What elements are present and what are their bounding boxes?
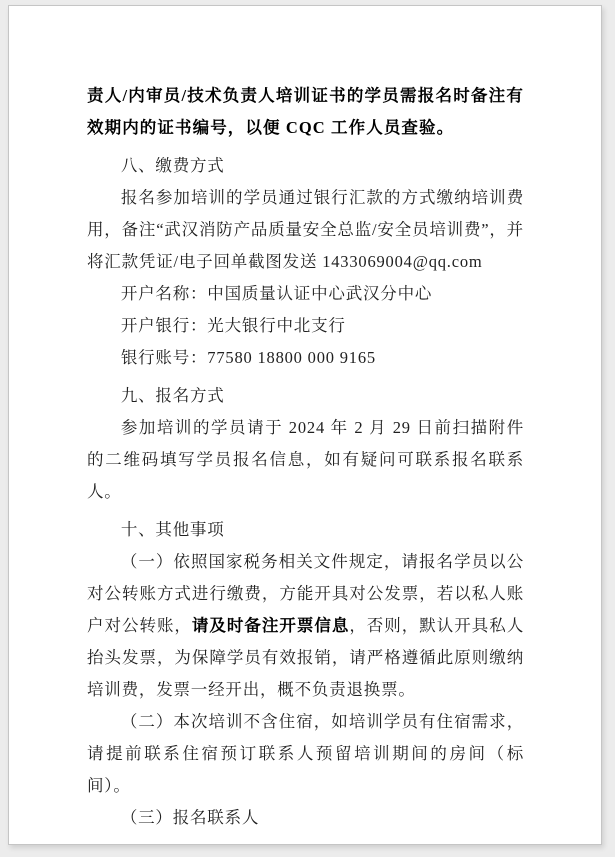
para-certificate-note xyxy=(87,80,524,144)
text-run: 十、其他事项 xyxy=(120,520,225,539)
document-page xyxy=(8,5,602,845)
text-run: ，否则，默认开具私人抬头发票，为保障学员有效报销，请严格遵循此原则缴纳培训费，发票一经开出，概不负责退换票。 xyxy=(87,616,524,699)
bold-emphasis-text: 请及时备注开票信息 xyxy=(191,616,350,635)
text-run: 开户名称：中国质量认证中心武汉分中心 xyxy=(120,284,433,303)
text-run: 责人/内审员/技术负责人培训证书的学员需报名时备注有效期内的证书编号，以便 CQC 工作人员查验。 xyxy=(87,86,524,137)
text-run: 报名参加培训的学员通过银行汇款的方式缴纳培训费用，备注“武汉消防产品质量安全总监/安全员培训费”，并将汇款凭证/电子回单截图发送 1433069004@qq.com xyxy=(87,188,524,271)
para-registration-contact xyxy=(87,802,524,834)
text-run: （一）依照国家税务相关文件规定，请报名学员以公对公转账方式进行缴费，方能开具对公发票，若以私人账户对公转账， xyxy=(87,552,524,635)
para-accommodation-note xyxy=(87,706,524,802)
text-run: （三）报名联系人 xyxy=(120,808,260,827)
heading-section-10-other xyxy=(87,514,524,546)
line-account-name xyxy=(87,278,524,310)
text-run: 银行账号：77580 18800 000 9165 xyxy=(120,348,376,367)
line-account-number xyxy=(87,342,524,374)
line-bank-name xyxy=(87,310,524,342)
text-run: 九、报名方式 xyxy=(120,386,225,405)
heading-section-9-registration xyxy=(87,380,524,412)
text-run: 参加培训的学员请于 2024 年 2 月 29 日前扫描附件的二维码填写学员报名信息，如有疑问可联系报名联系人。 xyxy=(87,418,524,501)
text-run: （二）本次培训不含住宿，如培训学员有住宿需求，请提前联系住宿预订联系人预留培训期间的房间（标间）。 xyxy=(87,712,524,795)
heading-section-8-payment xyxy=(87,150,524,182)
text-run: 八、缴费方式 xyxy=(120,156,225,175)
para-payment-instructions xyxy=(87,182,524,278)
text-run: 开户银行：光大银行中北支行 xyxy=(120,316,346,335)
para-registration-instructions xyxy=(87,412,524,508)
para-invoice-policy xyxy=(87,546,524,706)
document-body xyxy=(87,80,524,834)
